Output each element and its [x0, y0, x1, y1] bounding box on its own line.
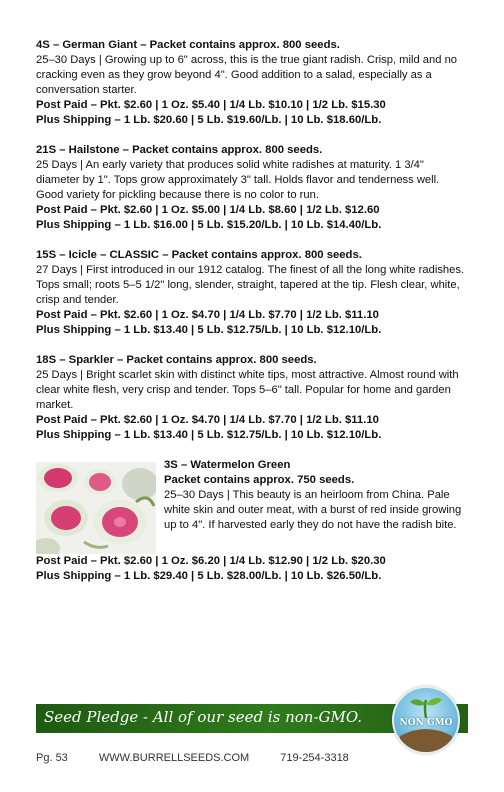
- price-post-paid: Post Paid – Pkt. $2.60 | 1 Oz. $4.70 | 1/4 Lb. $7.70 | 1/2 Lb. $11.10: [36, 414, 379, 426]
- entry-title: 15S – Icicle – CLASSIC – Packet contains approx. 800 seeds.: [36, 249, 362, 261]
- entry-hailstone: [36, 143, 468, 233]
- entry-sparkler: [36, 353, 468, 443]
- entry-description: 27 Days | First introduced in our 1912 catalog. The finest of all the long white radishes. Tops small; roots 5–5 1/2" long, slender, straight, tapered at the tip. Flesh clear, white, crisp and tender.: [36, 264, 465, 306]
- entry-title: 4S – German Giant – Packet contains approx. 800 seeds.: [36, 39, 340, 51]
- entry-title: 18S – Sparkler – Packet contains approx. 800 seeds.: [36, 354, 317, 366]
- phone-number: 719-254-3318: [280, 752, 349, 764]
- page-footer: [36, 752, 377, 764]
- watermelon-radish-photo: [36, 462, 156, 554]
- entry-description: 25 Days | An early variety that produces solid white radishes at maturity. 1 3/4" diameter by 1". Tops grow approximately 3" tall. Holds flavor and tenderness well. Good variety for pickling because there is no color to run.: [36, 159, 440, 201]
- price-plus-shipping: Plus Shipping – 1 Lb. $13.40 | 5 Lb. $12.75/Lb. | 10 Lb. $12.10/Lb.: [36, 429, 382, 441]
- price-plus-shipping: Plus Shipping – 1 Lb. $13.40 | 5 Lb. $12.75/Lb. | 10 Lb. $12.10/Lb.: [36, 324, 382, 336]
- entry-description: 25 Days | Bright scarlet skin with distinct white tips, most attractive. Almost round with clear white flesh, very crisp and tender. Tops 5–6" tall. Popular for home and garden market.: [36, 369, 459, 411]
- entry-title: 3S – Watermelon Green: [164, 459, 291, 471]
- entry-german-giant: [36, 38, 468, 128]
- price-plus-shipping: Plus Shipping – 1 Lb. $29.40 | 5 Lb. $28.00/Lb. | 10 Lb. $26.50/Lb.: [36, 570, 382, 582]
- price-post-paid: Post Paid – Pkt. $2.60 | 1 Oz. $5.00 | 1/4 Lb. $8.60 | 1/2 Lb. $12.60: [36, 204, 380, 216]
- entry-watermelon-green: [36, 458, 468, 584]
- catalog-content: [36, 38, 468, 584]
- non-gmo-badge-text: NON GMO: [399, 718, 453, 728]
- non-gmo-badge-icon: [392, 686, 460, 754]
- packet-count: Packet contains approx. 750 seeds.: [164, 474, 355, 486]
- entry-description: 25–30 Days | Growing up to 6" across, this is the true giant radish. Crisp, mild and no cracking even as they grow beyond 4". Good addition to a salad, especially as a conversation starter.: [36, 54, 458, 96]
- price-post-paid: Post Paid – Pkt. $2.60 | 1 Oz. $4.70 | 1/4 Lb. $7.70 | 1/2 Lb. $11.10: [36, 309, 379, 321]
- entry-icicle: [36, 248, 468, 338]
- entry-title: 21S – Hailstone – Packet contains approx. 800 seeds.: [36, 144, 323, 156]
- website-link[interactable]: WWW.BURRELLSEEDS.COM: [98, 752, 250, 764]
- price-post-paid: Post Paid – Pkt. $2.60 | 1 Oz. $6.20 | 1/4 Lb. $12.90 | 1/2 Lb. $20.30: [36, 555, 386, 567]
- page-number: Pg. 53: [36, 752, 68, 764]
- price-post-paid: Post Paid – Pkt. $2.60 | 1 Oz. $5.40 | 1/4 Lb. $10.10 | 1/2 Lb. $15.30: [36, 99, 386, 111]
- entry-description: 25–30 Days | This beauty is an heirloom from China. Pale white skin and outer meat, with a burst of red inside growing up to 4". If harvested early they do not have the radish bite.: [164, 489, 462, 531]
- seed-pledge-text: Seed Pledge - All of our seed is non-GMO.: [44, 708, 363, 726]
- price-plus-shipping: Plus Shipping – 1 Lb. $16.00 | 5 Lb. $15.20/Lb. | 10 Lb. $14.40/Lb.: [36, 219, 382, 231]
- price-plus-shipping: Plus Shipping – 1 Lb. $20.60 | 5 Lb. $19.60/Lb. | 10 Lb. $18.60/Lb.: [36, 114, 382, 126]
